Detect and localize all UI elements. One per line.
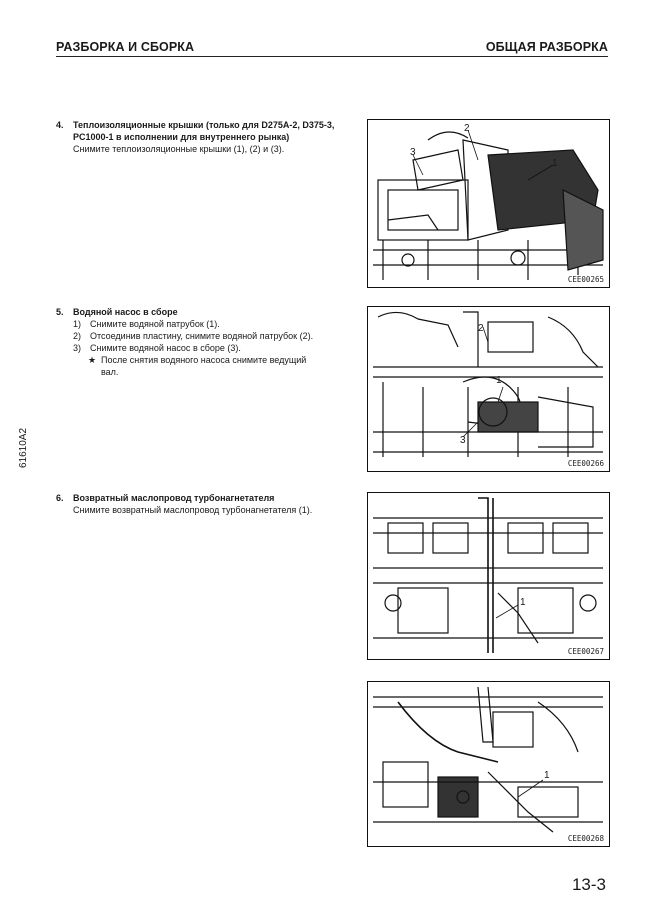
substep-number: 3): [73, 343, 82, 353]
step-text: Снимите теплоизоляционные крышки (1), (2) и (3).: [73, 144, 285, 154]
step-6: [56, 492, 346, 516]
engine-illustration-2: [367, 306, 610, 472]
callout-label: 1: [544, 770, 550, 781]
substep-number: 2): [73, 331, 82, 341]
engine-illustration-1: [367, 119, 610, 288]
side-document-code: 61610A2: [18, 427, 29, 468]
callout-label: 2: [478, 323, 484, 334]
substep-text: Снимите водяной патрубок (1).: [90, 319, 220, 329]
star-icon: ★: [88, 355, 97, 365]
step-number: 5.: [56, 307, 64, 317]
substep-text: Снимите водяной насос в сборе (3).: [90, 343, 241, 353]
page-number: 13-3: [571, 875, 606, 894]
callout-label: 2: [464, 123, 470, 134]
step-number: 6.: [56, 493, 64, 503]
substep: [73, 330, 325, 342]
step-title: Водяной насос в сборе: [73, 307, 178, 317]
step-4: [56, 119, 346, 155]
substep: [73, 342, 346, 354]
engine-illustration-3: [367, 492, 610, 660]
step-number: 4.: [56, 120, 64, 130]
page-header: [56, 40, 608, 57]
engine-illustration-4: [367, 681, 610, 847]
figure-code: CEE00266: [567, 459, 604, 468]
header-chapter: РАЗБОРКА И СБОРКА: [56, 40, 195, 54]
substep-number: 1): [73, 319, 82, 329]
header-section: ОБЩАЯ РАЗБОРКА: [485, 40, 608, 54]
callout-label: 1: [552, 158, 558, 169]
substep: [73, 318, 346, 330]
substep-text: Отсоединив пластину, снимите водяной патрубок (2).: [90, 331, 314, 341]
step-title: Возвратный маслопровод турбонагнетателя: [73, 493, 275, 503]
note: [73, 354, 316, 378]
figure-code: CEE00265: [567, 275, 604, 284]
callout-label: 3: [460, 435, 466, 446]
note-text: После снятия водяного насоса снимите ведущий вал.: [101, 355, 307, 377]
step-text: Снимите возвратный маслопровод турбонагнетателя (1).: [73, 505, 313, 515]
figure-code: CEE00268: [567, 834, 604, 843]
step-title: Теплоизоляционные крышки (только для D275A-2, D375-3, PC1000-1 в исполнении для внутреннего рынка): [73, 120, 335, 142]
figure-code: CEE00267: [567, 647, 604, 656]
step-5: [56, 306, 346, 378]
callout-label: 1: [496, 375, 502, 386]
callout-label: 3: [410, 147, 416, 158]
callout-label: 1: [520, 597, 526, 608]
